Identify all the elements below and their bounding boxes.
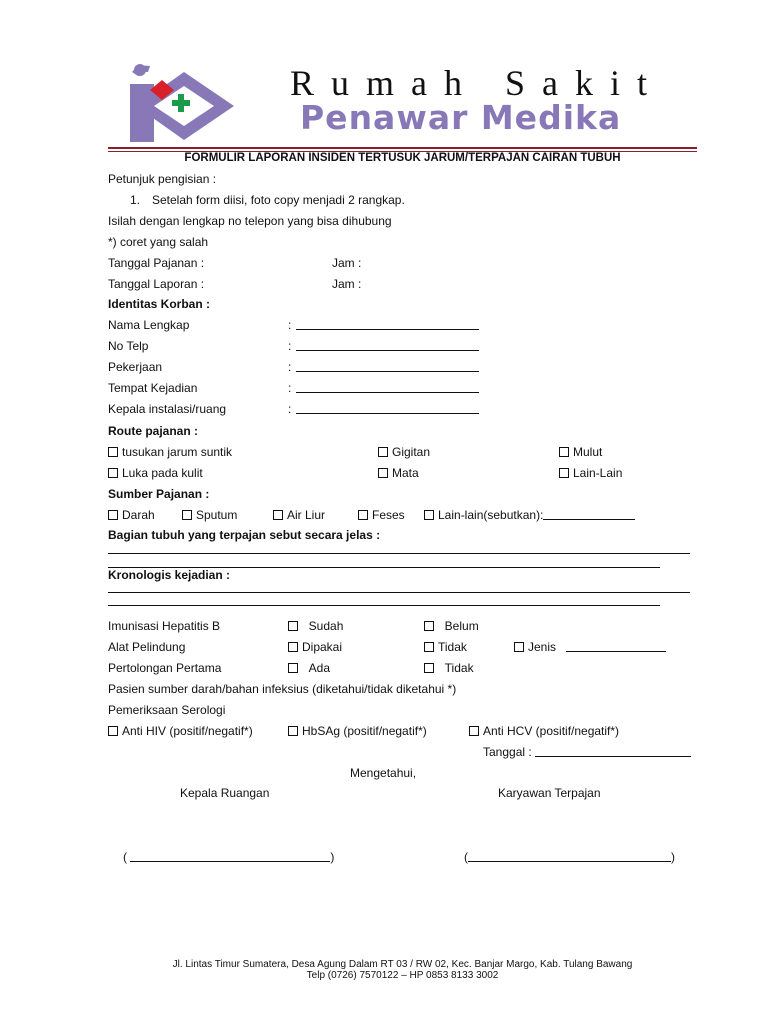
identitas-heading: Identitas Korban : (108, 297, 211, 311)
checkbox-icon[interactable] (424, 510, 434, 520)
imunisasi-belum[interactable]: Belum (424, 619, 479, 633)
sumber-option-sputum[interactable]: Sputum (182, 508, 237, 522)
jam-laporan-label: Jam : (332, 277, 362, 291)
imunisasi-sudah[interactable]: Sudah (288, 619, 343, 633)
route-option-mulut[interactable]: Mulut (559, 445, 602, 459)
route-heading: Route pajanan : (108, 424, 199, 438)
alat-tidak[interactable]: Tidak (424, 640, 467, 654)
signature-right-field[interactable] (468, 851, 671, 862)
field-label-kepala: Kepala instalasi/ruang (108, 402, 227, 416)
mengetahui-label: Mengetahui, (350, 766, 417, 780)
checkbox-icon[interactable] (559, 468, 569, 478)
serologi-hbsag[interactable]: HbSAg (positif/negatif*) (288, 724, 427, 738)
field-colon: : (288, 381, 292, 395)
instruction-line-3: *) coret yang salah (108, 235, 209, 249)
field-colon: : (288, 339, 292, 353)
sumber-lain-field[interactable] (543, 509, 635, 520)
serologi-anti-hcv[interactable]: Anti HCV (positif/negatif*) (469, 724, 619, 738)
checkbox-icon[interactable] (288, 726, 298, 736)
header-rule-thick (108, 147, 697, 149)
serologi-anti-hiv[interactable]: Anti HIV (positif/negatif*) (108, 724, 253, 738)
route-option-gigitan[interactable]: Gigitan (378, 445, 430, 459)
field-label-pekerjaan: Pekerjaan (108, 360, 163, 374)
hospital-name-line2: Penawar Medika (300, 98, 622, 137)
checkbox-icon[interactable] (358, 510, 368, 520)
checkbox-icon[interactable] (288, 621, 298, 631)
checkbox-icon[interactable] (273, 510, 283, 520)
nama-lengkap-field[interactable] (296, 318, 479, 332)
checkbox-icon[interactable] (108, 447, 118, 457)
kronologis-heading: Kronologis kejadian : (108, 568, 231, 582)
route-option-mata[interactable]: Mata (378, 466, 419, 480)
bagian-heading: Bagian tubuh yang terpajan sebut secara jelas : (108, 528, 381, 542)
hospital-name-line1: Rumah Sakit (290, 63, 664, 103)
alat-label: Alat Pelindung (108, 640, 186, 654)
checkbox-icon[interactable] (514, 642, 524, 652)
checkbox-icon[interactable] (288, 663, 298, 673)
route-option-luka[interactable]: Luka pada kulit (108, 466, 203, 480)
kronologis-line-2[interactable] (108, 605, 660, 606)
checkbox-icon[interactable] (378, 468, 388, 478)
checkbox-icon[interactable] (378, 447, 388, 457)
checkbox-icon[interactable] (182, 510, 192, 520)
field-colon: : (288, 402, 292, 416)
checkbox-icon[interactable] (108, 510, 118, 520)
field-label-nama: Nama Lengkap (108, 318, 190, 332)
field-colon: : (288, 360, 292, 374)
checkbox-icon[interactable] (424, 642, 434, 652)
footer-address: Jl. Lintas Timur Sumatera, Desa Agung Dalam RT 03 / RW 02, Kec. Banjar Margo, Kab. Tulang Bawang (172, 959, 633, 970)
checkbox-icon[interactable] (108, 468, 118, 478)
checkbox-icon[interactable] (108, 726, 118, 736)
tanggal-sign[interactable] (483, 745, 691, 759)
sumber-option-darah[interactable]: Darah (108, 508, 155, 522)
checkbox-icon[interactable] (559, 447, 569, 457)
imunisasi-label: Imunisasi Hepatitis B (108, 619, 221, 633)
instruction-item-1: Setelah form diisi, foto copy menjadi 2 rangkap. (152, 193, 405, 207)
signature-right[interactable]: ( ) (464, 850, 675, 864)
field-colon: : (288, 318, 292, 332)
signature-left-field[interactable] (130, 851, 330, 862)
sumber-option-air-liur[interactable]: Air Liur (273, 508, 325, 522)
tanggal-sign-field[interactable] (535, 746, 691, 757)
karyawan-terpajan-title: Karyawan Terpajan (498, 786, 601, 800)
alat-dipakai[interactable]: Dipakai (288, 640, 342, 654)
jenis-field[interactable] (566, 641, 666, 652)
no-telp-field[interactable] (296, 339, 479, 353)
field-label-telp: No Telp (108, 339, 149, 353)
kronologis-line-1[interactable] (108, 592, 690, 593)
instruction-line-2: Isilah dengan lengkap no telepon yang bisa dihubung (108, 214, 392, 228)
footer-phone: Telp (0726) 7570122 – HP 0853 8133 3002 (306, 970, 499, 981)
alat-jenis[interactable]: Jenis (514, 640, 666, 654)
field-label-tempat: Tempat Kejadian (108, 381, 198, 395)
pertolongan-tidak[interactable]: Tidak (424, 661, 474, 675)
tanggal-sign-label: Tanggal : (483, 745, 532, 759)
checkbox-icon[interactable] (469, 726, 479, 736)
serologi-label: Pemeriksaan Serologi (108, 703, 226, 717)
sumber-option-lain[interactable]: Lain-lain(sebutkan): (424, 508, 635, 522)
sumber-option-feses[interactable]: Feses (358, 508, 405, 522)
route-option-tusukan[interactable]: tusukan jarum suntik (108, 445, 232, 459)
tanggal-pajanan-label: Tanggal Pajanan : (108, 256, 205, 270)
pertolongan-ada[interactable]: Ada (288, 661, 330, 675)
pasien-sumber-text: Pasien sumber darah/bahan infeksius (diketahui/tidak diketahui *) (108, 682, 457, 696)
kepala-ruangan-title: Kepala Ruangan (180, 786, 270, 800)
tempat-kejadian-field[interactable] (296, 381, 479, 395)
instruction-item-number: 1. (130, 193, 141, 207)
checkbox-icon[interactable] (288, 642, 298, 652)
sumber-heading: Sumber Pajanan : (108, 487, 210, 501)
pertolongan-label: Pertolongan Pertama (108, 661, 222, 675)
hospital-logo (126, 62, 241, 144)
instructions-label: Petunjuk pengisian : (108, 172, 217, 186)
route-option-lain[interactable]: Lain-Lain (559, 466, 622, 480)
checkbox-icon[interactable] (424, 663, 434, 673)
signature-left[interactable]: ( ) (123, 850, 335, 864)
bagian-line-1[interactable] (108, 553, 690, 554)
tanggal-laporan-label: Tanggal Laporan : (108, 277, 205, 291)
jam-pajanan-label: Jam : (332, 256, 362, 270)
kepala-instalasi-field[interactable] (296, 402, 479, 416)
checkbox-icon[interactable] (424, 621, 434, 631)
form-title: FORMULIR LAPORAN INSIDEN TERTUSUK JARUM/TERPAJAN CAIRAN TUBUH (184, 152, 621, 164)
pekerjaan-field[interactable] (296, 360, 479, 374)
